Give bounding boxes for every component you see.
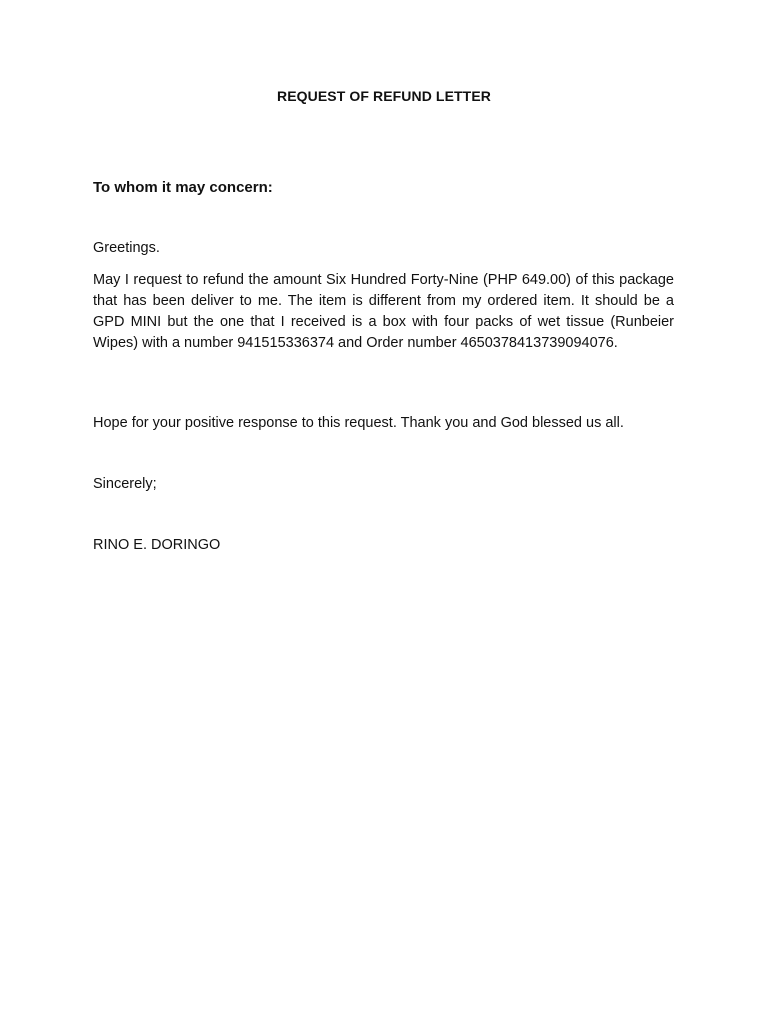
letter-body-paragraph: May I request to refund the amount Six Hundred Forty-Nine (PHP 649.00) of this package that has been deliver to me. The item is different from my ordered item. It should be a GPD MINI but the one that I received is a box with four packs of wet tissue (Runbeier Wipes) with a number 941515336374 and Order number 4650378413739094076. bbox=[93, 272, 674, 351]
letter-title: REQUEST OF REFUND LETTER bbox=[277, 88, 491, 104]
signature-name: RINO E. DORINGO bbox=[93, 537, 221, 553]
closing-paragraph: Hope for your positive response to this request. Thank you and God blessed us all. bbox=[93, 415, 624, 431]
salutation: To whom it may concern: bbox=[93, 179, 273, 196]
greeting: Greetings. bbox=[93, 240, 160, 256]
signoff: Sincerely; bbox=[93, 476, 157, 492]
